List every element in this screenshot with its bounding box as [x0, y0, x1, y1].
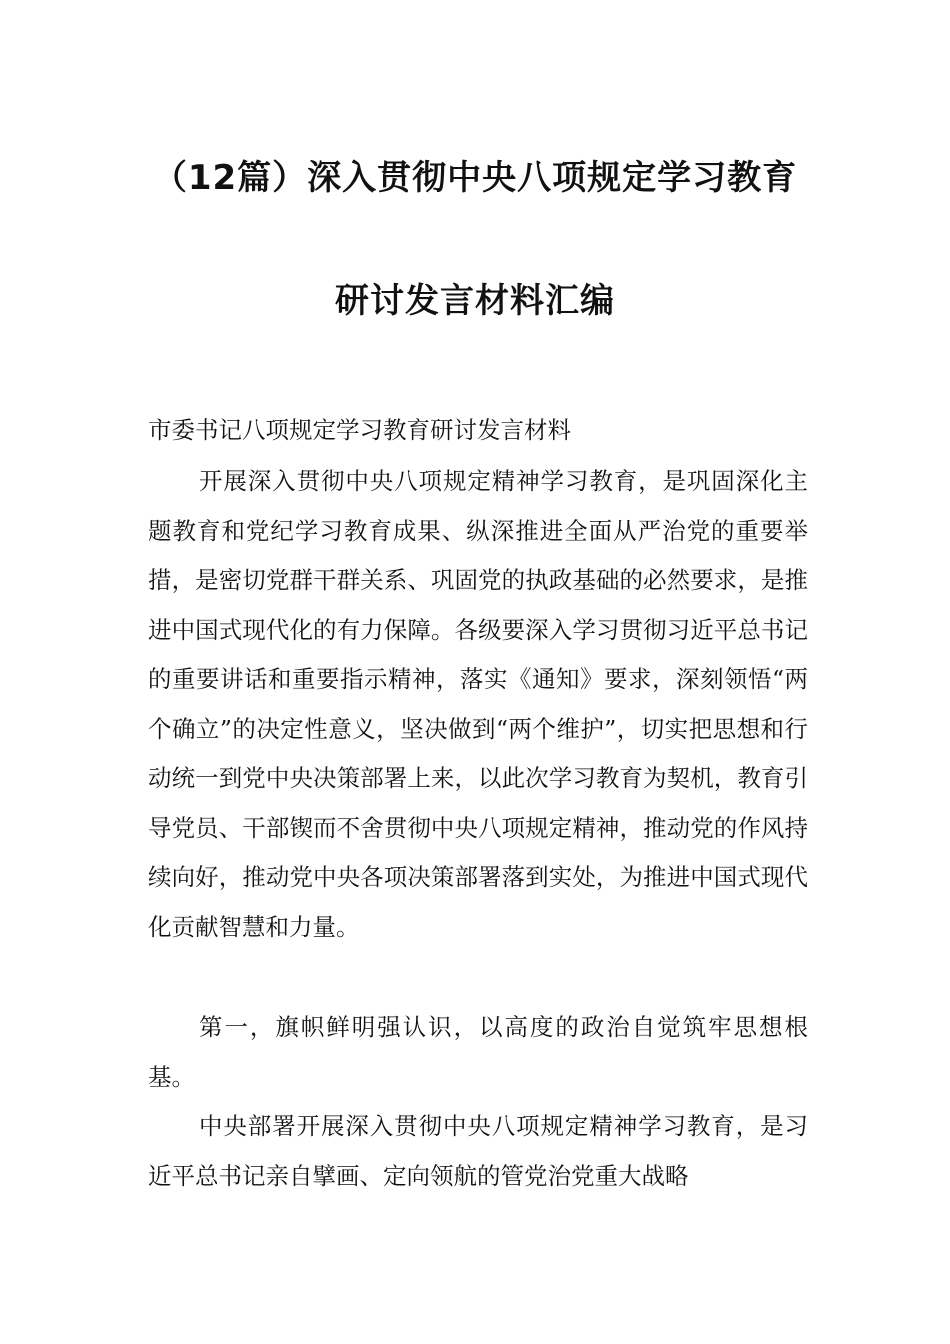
paragraph-1: 开展深入贯彻中央八项规定精神学习教育，是巩固深化主题教育和党纪学习教育成果、纵深推进全面从严治党的重要举措，是密切党群干群关系、巩固党的执政基础的必然要求，是推进中国式现代化的有力保障。各级要深入学习贯彻习近平总书记的重要讲话和重要指示精神，落实《通知》要求，深刻领悟“两个确立”的决定性意义，坚决做到“两个维护”，切实把思想和行动统一到党中央决策部署上来，以此次学习教育为契机，教育引导党员、干部锲而不舍贯彻中央八项规定精神，推动党的作风持续向好，推动党中央各项决策部署落到实处，为推进中国式现代化贡献智慧和力量。 [148, 467, 808, 941]
section-subtitle: 市委书记八项规定学习教育研讨发言材料 [148, 416, 571, 444]
document-title-line-1: （12篇）深入贯彻中央八项规定学习教育 [152, 158, 798, 198]
paragraph-2: 第一，旗帜鲜明强认识，以高度的政治自觉筑牢思想根基。 [148, 1013, 808, 1091]
document-title-line-2: 研讨发言材料汇编 [335, 281, 615, 321]
paragraph-3: 中央部署开展深入贯彻中央八项规定精神学习教育，是习近平总书记亲自擘画、定向领航的管党治党重大战略 [148, 1112, 808, 1190]
